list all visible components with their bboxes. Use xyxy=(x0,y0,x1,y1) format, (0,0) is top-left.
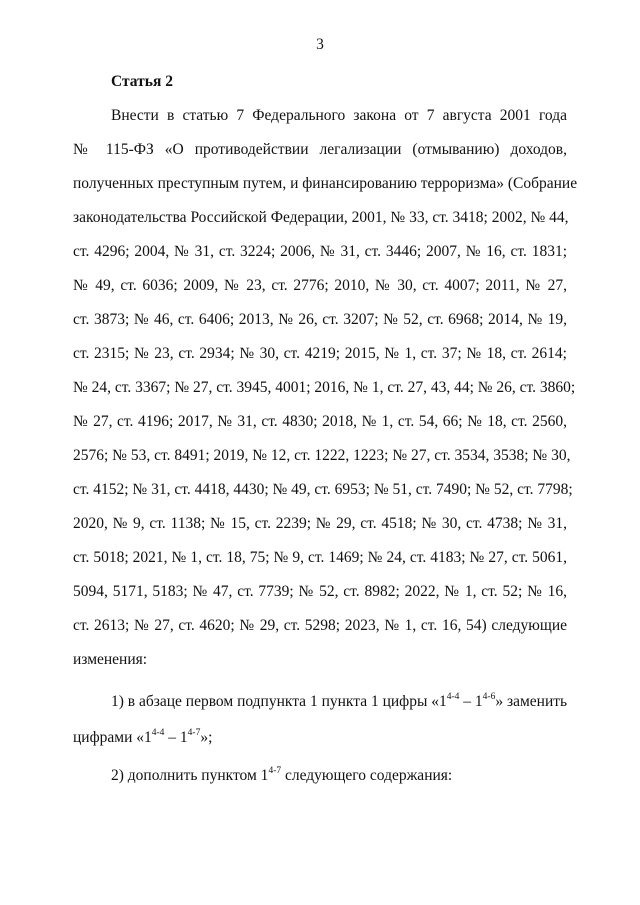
superscript: 4-7 xyxy=(268,765,282,776)
paragraph-line: № 49, ст. 6036; 2009, № 23, ст. 2776; 2010, № 30, ст. 4007; 2011, № 27, xyxy=(73,277,567,294)
paragraph-line: ст. 4152; № 31, ст. 4418, 4430; № 49, ст. 6953; № 51, ст. 7490; № 52, ст. 7798; xyxy=(73,481,573,498)
item-text: – 1 xyxy=(164,729,188,746)
article-heading: Статья 2 xyxy=(111,73,173,90)
paragraph-line: изменения: xyxy=(73,651,148,668)
paragraph-line: ст. 5018; 2021, № 1, ст. 18, 75; № 9, ст. 1469; № 24, ст. 4183; № 27, ст. 5061, xyxy=(73,549,567,566)
paragraph-line: законодательства Российской Федерации, 2001, № 33, ст. 3418; 2002, № 44, xyxy=(73,209,569,226)
paragraph-line: 5094, 5171, 5183; № 47, ст. 7739; № 52, ст. 8982; 2022, № 1, ст. 52; № 16, xyxy=(73,583,567,600)
paragraph-line: ст. 3873; № 46, ст. 6406; 2013, № 26, ст. 3207; № 52, ст. 6968; 2014, № 19, xyxy=(73,311,567,328)
paragraph-line: ст. 2315; № 23, ст. 2934; № 30, ст. 4219; 2015, № 1, ст. 37; № 18, ст. 2614; xyxy=(73,345,567,362)
paragraph-line: № 27, ст. 4196; 2017, № 31, ст. 4830; 2018, № 1, ст. 54, 66; № 18, ст. 2560, xyxy=(73,413,567,430)
superscript: 4-4 xyxy=(151,727,165,738)
paragraph-line: 2020, № 9, ст. 1138; № 15, ст. 2239; № 29, ст. 4518; № 30, ст. 4738; № 31, xyxy=(73,515,567,532)
item-text: » заменить xyxy=(495,693,568,710)
superscript: 4-4 xyxy=(446,691,460,702)
item-text: – 1 xyxy=(459,693,483,710)
paragraph-line: ст. 2613; № 27, ст. 4620; № 29, ст. 5298; 2023, № 1, ст. 16, 54) следующие xyxy=(73,617,567,634)
item-line xyxy=(111,765,452,787)
item-line xyxy=(111,691,567,713)
paragraph-line: Внести в статью 7 Федерального закона от 7 августа 2001 года xyxy=(111,107,567,124)
paragraph-line: ст. 4296; 2004, № 31, ст. 3224; 2006, № 31, ст. 3446; 2007, № 16, ст. 1831; xyxy=(73,243,567,260)
item-text: следующего содержания: xyxy=(281,767,453,784)
item-text: цифрами «1 xyxy=(73,729,152,746)
item-text: 1) в абзаце первом подпункта 1 пункта 1 цифры «1 xyxy=(111,693,447,710)
page-number: 3 xyxy=(316,36,324,53)
item-line xyxy=(73,727,212,749)
paragraph-line: № 24, ст. 3367; № 27, ст. 3945, 4001; 2016, № 1, ст. 27, 43, 44; № 26, ст. 3860; xyxy=(73,379,576,396)
paragraph-line: полученных преступным путем, и финансированию терроризма» (Собрание xyxy=(73,175,578,192)
superscript: 4-6 xyxy=(482,691,496,702)
paragraph-line: № 115-ФЗ «О противодействии легализации (отмыванию) доходов, xyxy=(73,141,567,158)
superscript: 4-7 xyxy=(187,727,201,738)
item-text: »; xyxy=(200,729,213,746)
item-text: 2) дополнить пунктом 1 xyxy=(111,767,269,784)
paragraph-line: 2576; № 53, ст. 8491; 2019, № 12, ст. 1222, 1223; № 27, ст. 3534, 3538; № 30, xyxy=(73,447,571,464)
